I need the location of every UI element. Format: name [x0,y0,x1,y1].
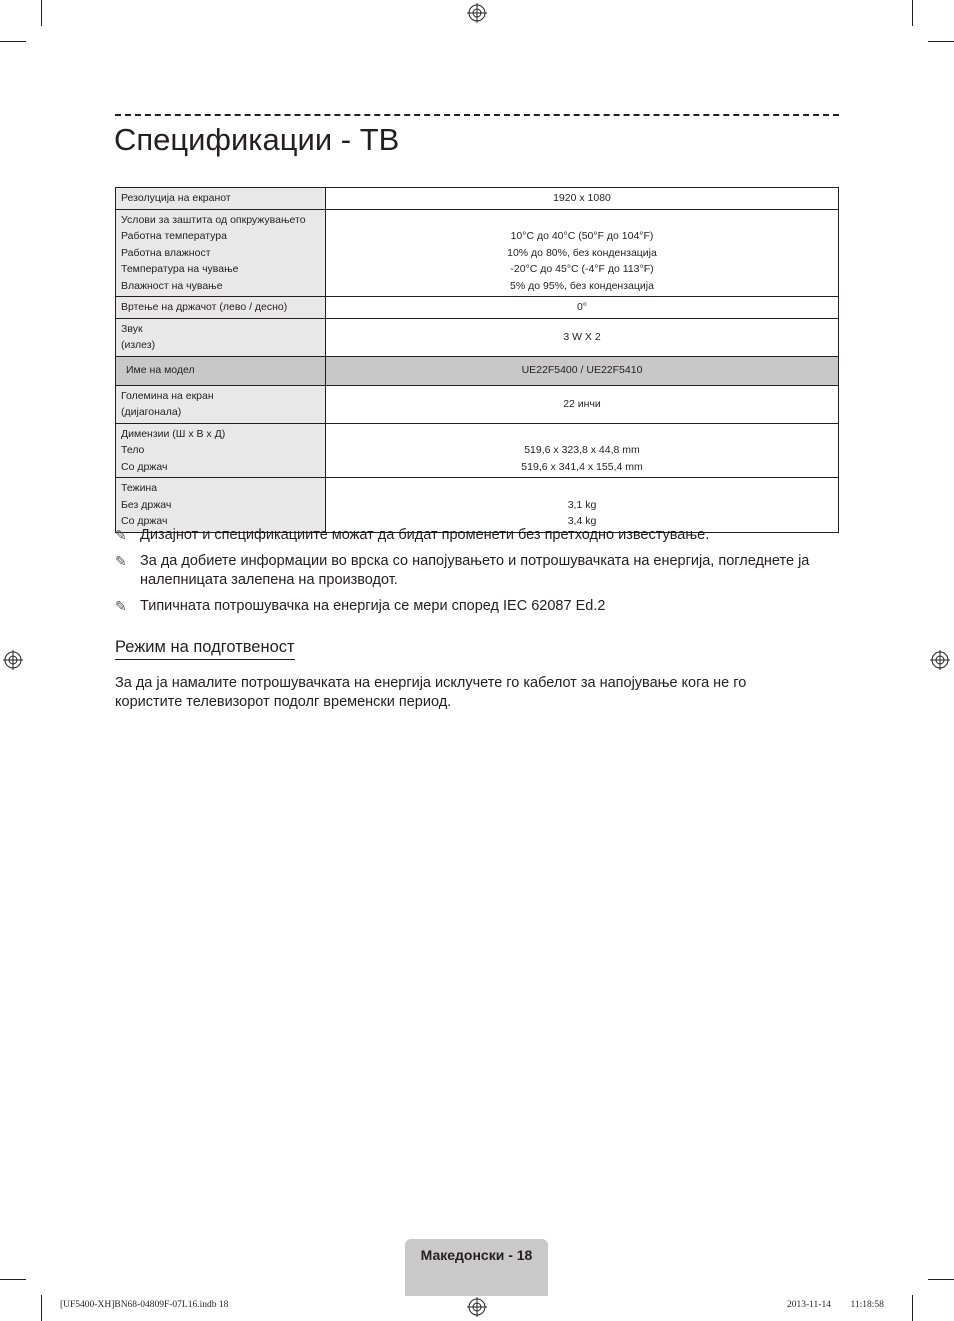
spec-value [326,318,839,356]
spec-key [116,209,326,297]
spec-row [116,356,839,385]
page-title: Спецификации - ТВ [114,122,400,157]
spec-key [116,318,326,356]
spec-key-line: Без држач [121,498,172,511]
spec-key-line: Димензии (Ш x В x Д) [121,427,226,440]
standby-text: За да ја намалите потрошувачката на енергија исклучете го кабелот за напојување кога не го користите телевизорот подолг временски период. [115,675,747,710]
spec-key-line: (излез) [121,339,156,351]
spec-key-line: Тело [121,444,145,456]
crop-mark [928,1279,954,1280]
spec-key-line: Со држач [121,460,168,473]
footer-file: [UF5400-XH]BN68-04809F-07L16.indb 18 [60,1300,229,1310]
spec-key [116,423,326,478]
spec-key [116,188,326,210]
spec-table [115,187,839,533]
spec-value [326,385,839,423]
spec-row [116,188,839,210]
registration-mark-icon [467,3,487,23]
note-item [115,526,815,545]
spec-key-line: Големина на екран [121,389,214,402]
spec-row [116,478,839,533]
spec-value [326,423,839,478]
pencil-note-icon: ✎ [115,553,127,569]
note-text: Типичната потрошувачка на енергија се мери според IEC 62087 Ed.2 [140,598,606,614]
spec-value [326,356,839,385]
pencil-note-icon: ✎ [115,598,127,614]
spec-key-line: (дијагонала) [121,406,182,418]
crop-mark [912,1295,913,1321]
spec-value-line: 1920 x 1080 [553,192,611,204]
note-item [115,597,815,616]
spec-value-line: UE22F5400 / UE22F5410 [521,364,643,377]
spec-value-line: 10% до 80%, без кондензација [507,246,657,259]
crop-mark [41,1295,42,1321]
spec-value-line: 519,6 x 341,4 x 155,4 mm [521,460,643,473]
page-number-tab: Македонски - 18 [405,1239,548,1296]
note-item [115,552,815,590]
spec-key-line: Име на модел [126,364,195,377]
note-text: За да добиете информации во врска со напојувањето и потрошувачката на енергија, погледнете ја налепницата залепена на производот. [140,553,810,588]
spec-key-line: Тежина [121,482,158,494]
spec-key [116,356,326,385]
spec-key [116,478,326,533]
spec-key-line: Работна температура [121,230,227,242]
registration-mark-icon [467,1297,487,1317]
spec-key [116,297,326,319]
spec-key-line: Звук [121,322,143,335]
crop-mark [0,41,26,42]
crop-mark [0,1279,26,1280]
spec-value-line: 5% до 95%, без кондензација [510,279,654,292]
spec-key-line: Услови за заштита од опкружувањето [121,213,306,226]
note-text: Дизајнот и спецификациите можат да бидат променети без претходно известување. [140,527,710,543]
title-rule [115,114,839,116]
spec-value-line: 22 инчи [563,397,601,410]
registration-mark-icon [930,650,950,670]
pencil-note-icon: ✎ [115,527,127,543]
spec-value-line: 0° [576,301,588,313]
crop-mark [41,0,42,26]
spec-value [326,188,839,210]
spec-value-line: 3,1 kg [567,498,597,511]
spec-row [116,209,839,297]
spec-value [326,209,839,297]
crop-mark [912,0,913,26]
registration-mark-icon [3,650,23,670]
spec-key-line: Вртење на држачот (лево / десно) [121,301,288,313]
spec-row [116,385,839,423]
spec-key-line: Со држач [121,515,168,527]
spec-value [326,478,839,533]
spec-key [116,385,326,423]
spec-key-line: Резолуција на екранот [121,192,231,204]
footer-datetime: 2013-11-14 ￿￿ 11:18:58 [787,1300,884,1310]
spec-value-line: 519,6 x 323,8 x 44,8 mm [524,444,640,456]
notes-list [115,526,815,623]
spec-value [326,297,839,319]
spec-key-line: Температура на чување [121,263,239,275]
spec-row [116,297,839,319]
crop-mark [928,41,954,42]
spec-key-line: Влажност на чување [121,279,223,292]
spec-row [116,318,839,356]
standby-heading: Режим на подготвеност [115,638,295,660]
spec-key-line: Работна влажност [121,246,211,259]
spec-row [116,423,839,478]
spec-value-line: -20°C до 45°C (-4°F до 113°F) [510,263,654,275]
spec-value-line: 10°C до 40°C (50°F до 104°F) [510,230,654,242]
spec-value-line: 3 W X 2 [563,330,601,343]
spec-value-line: 3,4 kg [567,515,597,527]
